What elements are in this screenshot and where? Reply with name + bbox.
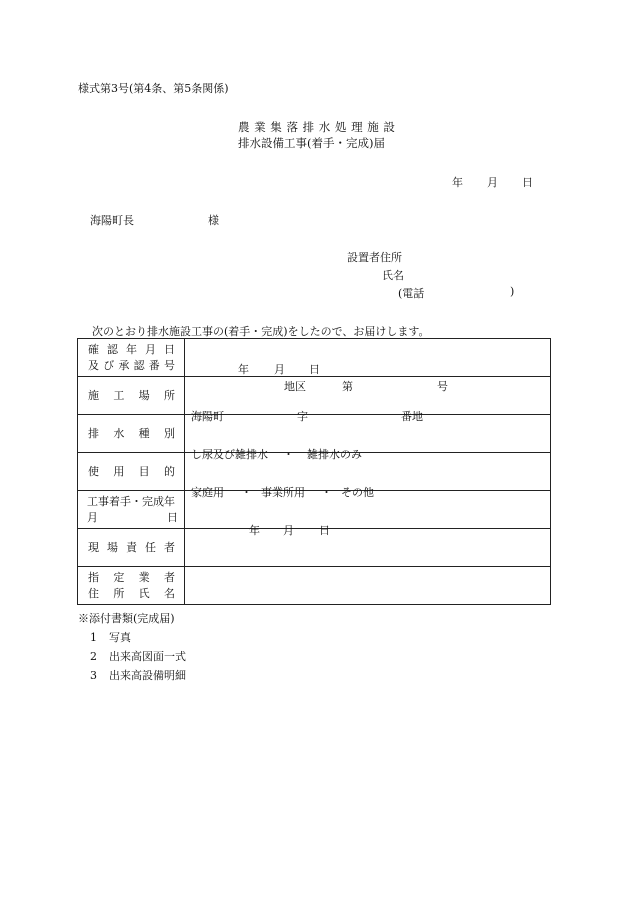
- label-designated-contractor: [78, 567, 185, 605]
- district-label: 地区: [284, 379, 306, 393]
- number-prefix-label: 第: [342, 379, 353, 393]
- town-label: 海陽町: [191, 409, 224, 423]
- date-month-label: 月: [487, 176, 498, 189]
- applicant-address-label: 設置者住所: [347, 251, 402, 264]
- label-char: 現: [88, 540, 99, 554]
- row-construction-site: [78, 377, 551, 415]
- label-char: 認: [107, 342, 118, 356]
- attachments-heading: ※添付書類(完成届): [78, 612, 175, 625]
- attachment-text: 出来高図面一式: [109, 650, 186, 663]
- label-char: 認: [133, 358, 145, 372]
- form-number: 様式第3号(第4条、第5条関係): [78, 82, 229, 95]
- label-char: 及: [88, 358, 99, 372]
- row-drainage-type: [78, 415, 551, 453]
- value-construction-site[interactable]: [185, 377, 551, 423]
- label-char: 氏: [138, 586, 150, 600]
- attachment-item: [90, 629, 131, 645]
- label-char: 者: [164, 540, 175, 554]
- label-char: 場: [138, 388, 150, 402]
- work-month-label: 月: [283, 523, 294, 537]
- work-year-label: 年: [249, 523, 260, 537]
- date-day-label: 日: [522, 176, 533, 189]
- attachment-text: 写真: [109, 631, 131, 644]
- option-separator: ・: [283, 447, 294, 461]
- label-char: 業: [138, 570, 150, 584]
- row-confirmation: [78, 339, 551, 377]
- attachment-number: 2: [90, 650, 97, 663]
- label-char: 者: [163, 570, 175, 584]
- drainage-option-gray-only[interactable]: 雑排水のみ: [307, 447, 362, 461]
- label-char: 指: [88, 570, 99, 584]
- work-dates-label-day: 日: [167, 510, 178, 524]
- label-char: 工: [113, 388, 125, 402]
- label-char: 場: [107, 540, 118, 554]
- label-char: 水: [113, 426, 125, 440]
- date-year-label: 年: [452, 176, 463, 189]
- work-day-label: 日: [319, 523, 330, 537]
- label-char: 種: [138, 426, 150, 440]
- label-char: 番: [148, 358, 160, 372]
- label-site-manager: [78, 529, 185, 567]
- banchi-label: 番地: [401, 409, 423, 423]
- applicant-phone-label: (電話: [398, 287, 425, 300]
- form-title-line2: 排水設備工事(着手・完成)届: [238, 136, 385, 150]
- label-char: 住: [88, 586, 99, 600]
- applicant-phone-close: ): [510, 285, 515, 298]
- attachment-text: 出来高設備明細: [109, 669, 186, 682]
- attachment-number: 3: [90, 669, 97, 682]
- work-dates-label-line1: 工事着手・完成年: [87, 494, 175, 508]
- label-char: 目: [138, 464, 150, 478]
- usage-option-household[interactable]: 家庭用: [191, 485, 224, 499]
- label-char: 責: [126, 540, 137, 554]
- usage-option-other[interactable]: その他: [341, 485, 374, 499]
- value-confirmation[interactable]: [185, 339, 551, 393]
- confirm-year-label: 年: [238, 362, 249, 376]
- label-confirmation: [78, 339, 185, 377]
- attachment-item: [90, 648, 186, 664]
- row-site-manager: [78, 529, 551, 567]
- label-char: 用: [113, 464, 125, 478]
- label-char: び: [103, 358, 115, 372]
- label-char: 月: [145, 342, 156, 356]
- label-drainage-type: [78, 415, 185, 453]
- attachment-item: [90, 667, 186, 683]
- value-designated-contractor[interactable]: [185, 567, 551, 605]
- option-separator: ・: [321, 485, 332, 499]
- option-separator: ・: [241, 485, 252, 499]
- addressee-suffix: 様: [208, 214, 219, 227]
- label-char: 確: [88, 342, 99, 356]
- label-char: 定: [113, 570, 125, 584]
- work-dates-label-month: 月: [87, 510, 98, 524]
- label-char: 名: [163, 586, 175, 600]
- form-title-line1: 農 業 集 落 排 水 処 理 施 設: [238, 120, 396, 134]
- row-work-dates: [78, 491, 551, 529]
- attachment-number: 1: [90, 631, 97, 644]
- applicant-name-label: 氏名: [382, 269, 404, 282]
- label-char: 使: [88, 464, 99, 478]
- label-char: 排: [88, 426, 99, 440]
- label-char: 年: [126, 342, 137, 356]
- drainage-option-both[interactable]: し尿及び雑排水: [191, 447, 268, 461]
- value-site-manager[interactable]: [185, 529, 551, 567]
- row-designated-contractor: [78, 567, 551, 605]
- notification-table: [77, 338, 551, 605]
- aza-label: 字: [297, 409, 308, 423]
- confirm-month-label: 月: [274, 362, 285, 376]
- label-char: 号: [163, 358, 175, 372]
- label-usage-purpose: [78, 453, 185, 491]
- label-char: 別: [163, 426, 175, 440]
- confirm-day-label: 日: [309, 362, 320, 376]
- intro-sentence: 次のとおり排水施設工事の(着手・完成)をしたので、お届けします。: [92, 325, 430, 338]
- label-char: 施: [88, 388, 99, 402]
- label-char: 任: [145, 540, 156, 554]
- label-construction-site: [78, 377, 185, 415]
- label-work-dates: [78, 491, 185, 529]
- label-char: 日: [164, 342, 175, 356]
- label-char: 的: [163, 464, 175, 478]
- label-char: 所: [113, 586, 125, 600]
- addressee-name: 海陽町長: [90, 214, 134, 227]
- usage-option-business[interactable]: 事業所用: [261, 485, 305, 499]
- number-suffix-label: 号: [437, 379, 448, 393]
- label-char: 所: [163, 388, 175, 402]
- label-char: 承: [118, 358, 130, 372]
- value-drainage-type[interactable]: [185, 415, 551, 461]
